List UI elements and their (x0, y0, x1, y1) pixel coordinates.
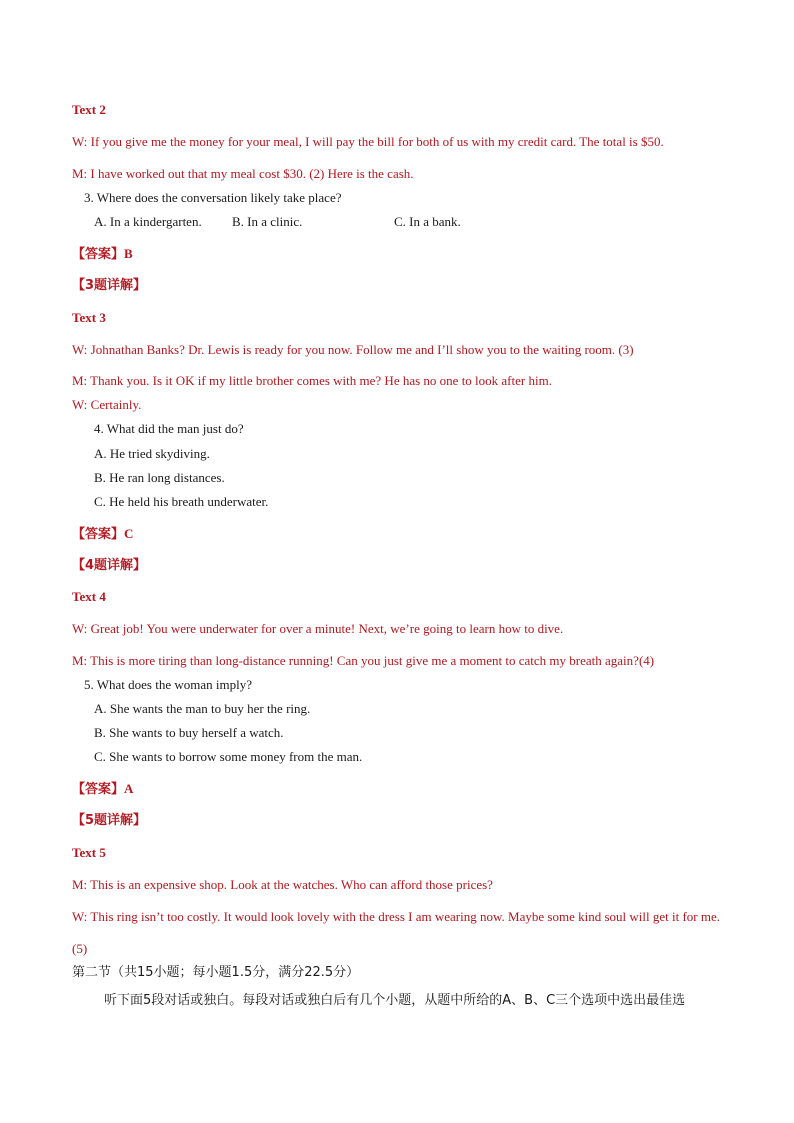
section-2-title: 第二节（共15小题；每小题1.5分，满分22.5分） (72, 965, 360, 980)
answer-5 (72, 780, 133, 799)
question-4-option-c: C. He held his breath underwater. (94, 494, 269, 509)
text4-w-line: W: Great job! You were underwater for over a minute! Next, we’re going to learn how to dive. (72, 621, 564, 636)
question-4: 4. What did the man just do? (94, 421, 244, 436)
text4-heading: Text 4 (72, 589, 106, 604)
text3-w-reply: W: Certainly. (72, 397, 142, 412)
answer-5-value: A (124, 781, 134, 796)
answer-4-label: 【答案】 (72, 527, 125, 542)
answer-3-value: B (124, 246, 133, 261)
answer-5-label: 【答案】 (72, 782, 125, 797)
text3-heading: Text 3 (72, 310, 106, 325)
answer-4-value: C (124, 526, 134, 541)
question-3-option-c: C. In a bank. (394, 214, 461, 229)
detail-5-label: 【5题详解】 (72, 813, 147, 828)
text3-w-line: W: Johnathan Banks? Dr. Lewis is ready for you now. Follow me and I’ll show you to the waiting room. (3) (72, 342, 634, 357)
answer-3-label: 【答案】 (72, 247, 125, 262)
detail-4-label: 【4题详解】 (72, 558, 147, 573)
answer-4 (72, 525, 133, 544)
question-5-option-c: C. She wants to borrow some money from the man. (94, 749, 363, 764)
detail-3-label: 【3题详解】 (72, 278, 147, 293)
text5-heading: Text 5 (72, 845, 106, 860)
question-4-option-b: B. He ran long distances. (94, 470, 225, 485)
text5-m-line: M: This is an expensive shop. Look at the watches. Who can afford those prices? (72, 877, 493, 892)
question-5-option-a: A. She wants the man to buy her the ring. (94, 701, 311, 716)
question-5-option-b: B. She wants to buy herself a watch. (94, 725, 284, 740)
text2-m-line: M: I have worked out that my meal cost $30. (2) Here is the cash. (72, 166, 414, 181)
question-3: 3. Where does the conversation likely take place? (84, 190, 342, 205)
answer-3 (72, 245, 133, 264)
question-5: 5. What does the woman imply? (84, 677, 253, 692)
question-3-option-b: B. In a clinic. (232, 214, 303, 229)
question-3-option-a: A. In a kindergarten. (94, 214, 202, 229)
text5-w-paragraph: W: This ring isn’t too costly. It would look lovely with the dress I am wearing now. Maybe some kind soul will get it for me.(5) (72, 909, 720, 956)
section-2-instruction: 听下面5段对话或独白。每段对话或独白后有几个小题，从题中所给的A、B、C三个选项中选出最佳选 (104, 993, 686, 1008)
text3-m-line: M: Thank you. Is it OK if my little brother comes with me? He has no one to look after him. (72, 373, 552, 388)
text2-heading: Text 2 (72, 102, 106, 117)
question-4-option-a: A. He tried skydiving. (94, 446, 210, 461)
text4-m-line: M: This is more tiring than long-distance running! Can you just give me a moment to catch my breath again?(4) (72, 653, 655, 668)
text2-w-line: W: If you give me the money for your meal, I will pay the bill for both of us with my credit card. The total is $50. (72, 134, 664, 149)
